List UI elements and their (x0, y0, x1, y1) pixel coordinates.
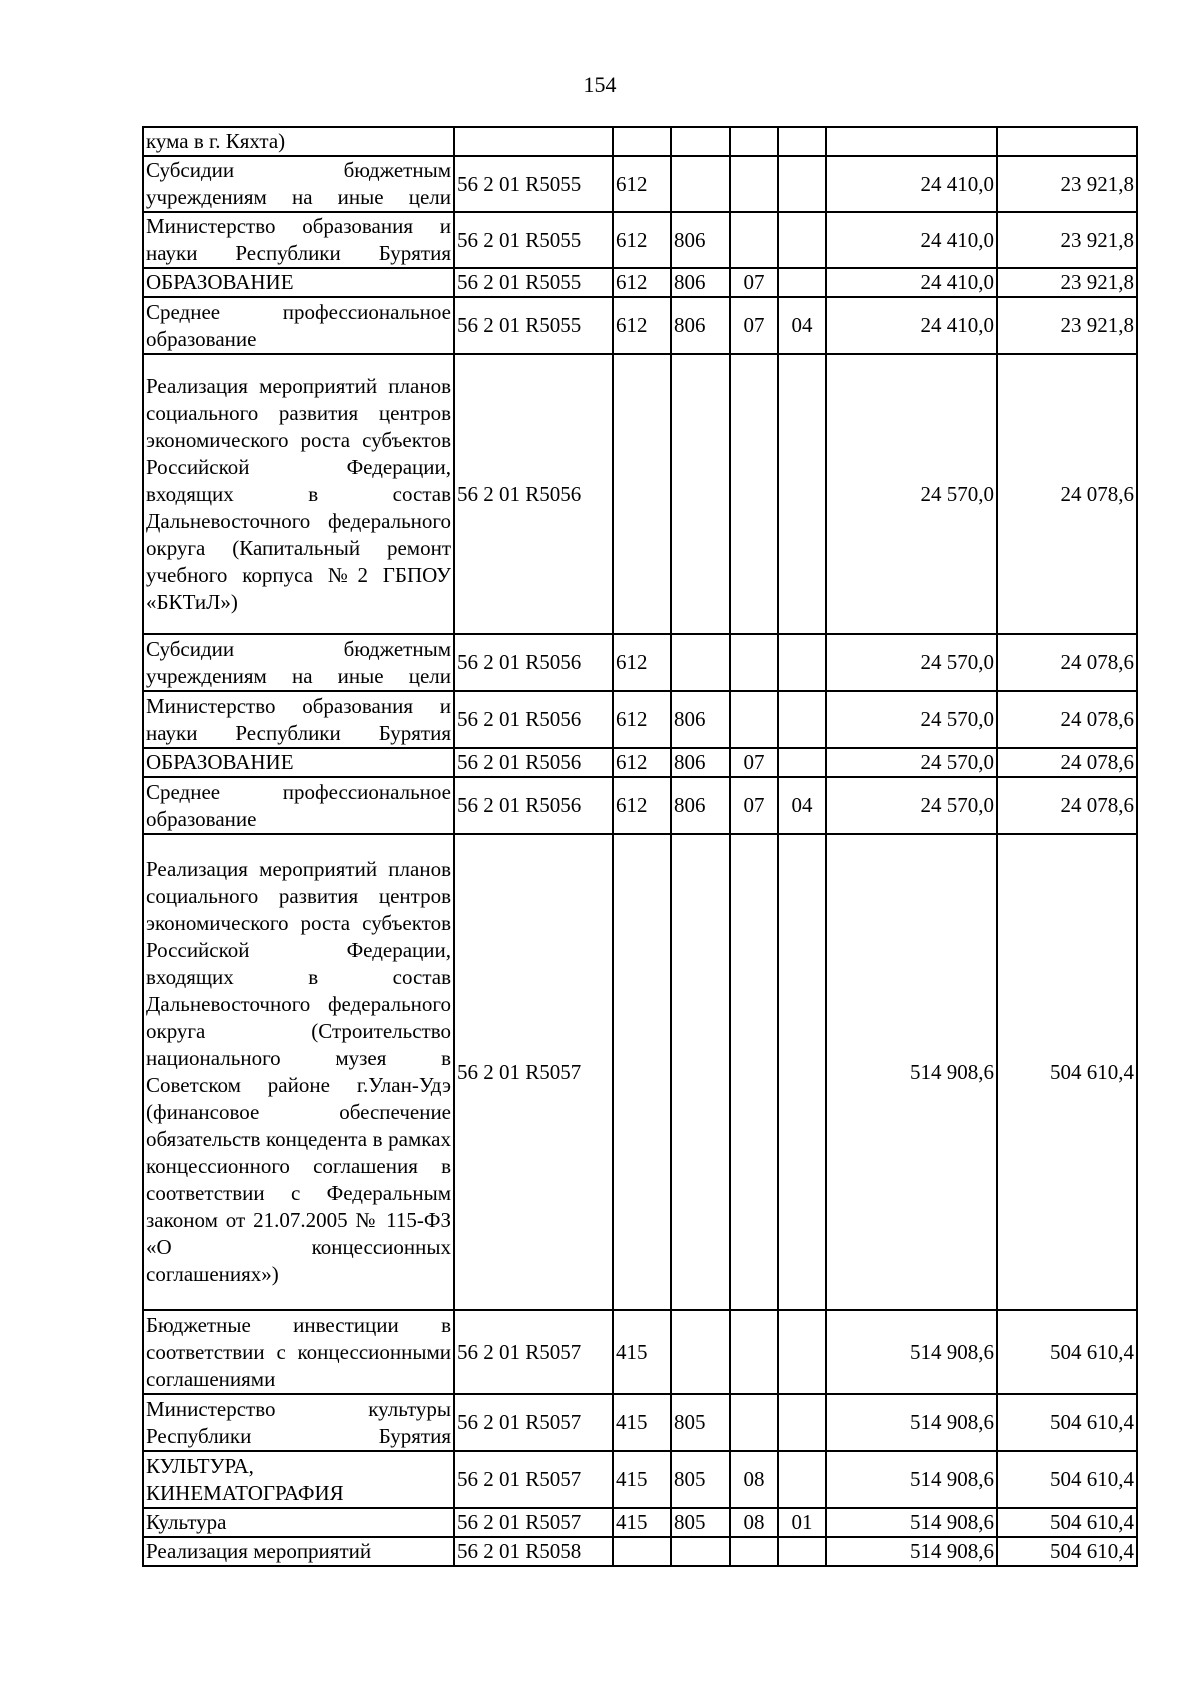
row-name-cell: Реализация мероприятий планов социального развития центров экономического роста субъектов Российской Федерации, входящих в состав Дальневосточного федерального округа (Капитальный ремонт учебного корпуса №2 ГБПОУ «БКТиЛ») (143, 354, 454, 634)
amount-year2-cell: 504 610,4 (997, 1537, 1137, 1566)
budget-manager-code-cell: 806 (671, 691, 730, 748)
amount-year1-cell: 24 410,0 (826, 297, 997, 354)
amount-year2-cell: 24 078,6 (997, 354, 1137, 634)
expense-type-cell: 415 (613, 1508, 671, 1537)
row-name-cell: Реализация мероприятий (143, 1537, 454, 1566)
expense-type-cell (613, 127, 671, 156)
target-article-code-cell: 56 2 01 R5055 (454, 156, 613, 212)
budget-manager-code-cell (671, 634, 730, 691)
amount-year2-cell: 23 921,8 (997, 156, 1137, 212)
amount-year2-cell: 24 078,6 (997, 634, 1137, 691)
table-row (143, 156, 1137, 212)
table-row (143, 1537, 1137, 1566)
target-article-code-cell: 56 2 01 R5057 (454, 1310, 613, 1394)
target-article-code-cell: 56 2 01 R5057 (454, 834, 613, 1310)
amount-year1-cell: 514 908,6 (826, 1310, 997, 1394)
budget-manager-code-cell (671, 156, 730, 212)
table-row (143, 354, 1137, 634)
amount-year2-cell (997, 127, 1137, 156)
table-row (143, 634, 1137, 691)
target-article-code-cell: 56 2 01 R5056 (454, 691, 613, 748)
section-code-cell: 08 (730, 1451, 778, 1508)
budget-manager-code-cell: 806 (671, 297, 730, 354)
amount-year1-cell (826, 127, 997, 156)
expense-type-cell: 612 (613, 212, 671, 268)
section-code-cell (730, 354, 778, 634)
amount-year1-cell: 514 908,6 (826, 1508, 997, 1537)
subsection-code-cell (778, 1451, 826, 1508)
table-row (143, 691, 1137, 748)
amount-year1-cell: 514 908,6 (826, 834, 997, 1310)
target-article-code-cell: 56 2 01 R5055 (454, 268, 613, 297)
section-code-cell: 07 (730, 777, 778, 834)
amount-year2-cell: 504 610,4 (997, 834, 1137, 1310)
budget-manager-code-cell: 806 (671, 777, 730, 834)
budget-manager-code-cell (671, 834, 730, 1310)
section-code-cell (730, 834, 778, 1310)
budget-manager-code-cell (671, 354, 730, 634)
amount-year2-cell: 504 610,4 (997, 1310, 1137, 1394)
target-article-code-cell: 56 2 01 R5057 (454, 1508, 613, 1537)
target-article-code-cell: 56 2 01 R5056 (454, 634, 613, 691)
expense-type-cell: 612 (613, 748, 671, 777)
budget-manager-code-cell: 806 (671, 268, 730, 297)
row-name-cell: Субсидии бюджетным учреждениям на иные цели (143, 634, 454, 691)
table-row (143, 1508, 1137, 1537)
section-code-cell: 07 (730, 268, 778, 297)
row-name-cell: Реализация мероприятий планов социального развития центров экономического роста субъектов Российской Федерации, входящих в состав Дальневосточного федерального округа (Строительство национального музея в Советском районе г.Улан-Удэ (финансовое обеспечение обязательств концедента в рамках концессионного соглашения в соответствии с Федеральным законом от 21.07.2005 № 115-ФЗ «О концессионных соглашениях») (143, 834, 454, 1310)
page-number: 154 (583, 72, 617, 97)
expense-type-cell: 612 (613, 777, 671, 834)
table-row (143, 268, 1137, 297)
amount-year2-cell: 24 078,6 (997, 691, 1137, 748)
amount-year1-cell: 24 570,0 (826, 691, 997, 748)
row-name-cell: ОБРАЗОВАНИЕ (143, 748, 454, 777)
subsection-code-cell: 01 (778, 1508, 826, 1537)
expense-type-cell: 415 (613, 1394, 671, 1451)
target-article-code-cell (454, 127, 613, 156)
section-code-cell (730, 127, 778, 156)
target-article-code-cell: 56 2 01 R5055 (454, 297, 613, 354)
amount-year2-cell: 23 921,8 (997, 297, 1137, 354)
target-article-code-cell: 56 2 01 R5055 (454, 212, 613, 268)
target-article-code-cell: 56 2 01 R5056 (454, 777, 613, 834)
amount-year1-cell: 514 908,6 (826, 1451, 997, 1508)
amount-year1-cell: 24 570,0 (826, 354, 997, 634)
amount-year2-cell: 24 078,6 (997, 748, 1137, 777)
subsection-code-cell (778, 156, 826, 212)
target-article-code-cell: 56 2 01 R5056 (454, 748, 613, 777)
subsection-code-cell (778, 634, 826, 691)
amount-year2-cell: 504 610,4 (997, 1394, 1137, 1451)
amount-year1-cell: 514 908,6 (826, 1537, 997, 1566)
subsection-code-cell (778, 268, 826, 297)
subsection-code-cell (778, 1394, 826, 1451)
budget-manager-code-cell: 806 (671, 748, 730, 777)
section-code-cell: 07 (730, 297, 778, 354)
expense-type-cell: 415 (613, 1310, 671, 1394)
target-article-code-cell: 56 2 01 R5056 (454, 354, 613, 634)
subsection-code-cell (778, 127, 826, 156)
budget-manager-code-cell (671, 1537, 730, 1566)
section-code-cell: 07 (730, 748, 778, 777)
subsection-code-cell (778, 691, 826, 748)
subsection-code-cell (778, 1537, 826, 1566)
amount-year1-cell: 514 908,6 (826, 1394, 997, 1451)
subsection-code-cell: 04 (778, 297, 826, 354)
amount-year1-cell: 24 410,0 (826, 212, 997, 268)
amount-year2-cell: 23 921,8 (997, 268, 1137, 297)
row-name-cell: Культура (143, 1508, 454, 1537)
expense-type-cell (613, 834, 671, 1310)
table-row (143, 127, 1137, 156)
amount-year2-cell: 504 610,4 (997, 1451, 1137, 1508)
table-row (143, 1451, 1137, 1508)
target-article-code-cell: 56 2 01 R5057 (454, 1394, 613, 1451)
expense-type-cell: 612 (613, 268, 671, 297)
row-name-cell: кума в г. Кяхта) (143, 127, 454, 156)
subsection-code-cell (778, 354, 826, 634)
amount-year1-cell: 24 410,0 (826, 156, 997, 212)
row-name-cell: Министерство образования и науки Республики Бурятия (143, 691, 454, 748)
subsection-code-cell: 04 (778, 777, 826, 834)
table-row (143, 777, 1137, 834)
expense-type-cell (613, 1537, 671, 1566)
expense-type-cell: 612 (613, 634, 671, 691)
budget-manager-code-cell: 805 (671, 1508, 730, 1537)
budget-table (142, 126, 1138, 1567)
table-row (143, 834, 1137, 1310)
row-name-cell: ОБРАЗОВАНИЕ (143, 268, 454, 297)
amount-year2-cell: 504 610,4 (997, 1508, 1137, 1537)
expense-type-cell: 612 (613, 297, 671, 354)
amount-year1-cell: 24 570,0 (826, 748, 997, 777)
table-row (143, 1394, 1137, 1451)
row-name-cell: КУЛЬТУРА, КИНЕМАТОГРАФИЯ (143, 1451, 454, 1508)
section-code-cell (730, 1537, 778, 1566)
section-code-cell (730, 691, 778, 748)
table-row (143, 212, 1137, 268)
row-name-cell: Среднее профессиональное образование (143, 777, 454, 834)
table-row (143, 748, 1137, 777)
budget-manager-code-cell (671, 1310, 730, 1394)
target-article-code-cell: 56 2 01 R5058 (454, 1537, 613, 1566)
row-name-cell: Министерство культуры Республики Бурятия (143, 1394, 454, 1451)
table-row (143, 297, 1137, 354)
row-name-cell: Среднее профессиональное образование (143, 297, 454, 354)
expense-type-cell: 612 (613, 156, 671, 212)
subsection-code-cell (778, 212, 826, 268)
row-name-cell: Министерство образования и науки Республики Бурятия (143, 212, 454, 268)
budget-manager-code-cell: 805 (671, 1394, 730, 1451)
expense-type-cell: 415 (613, 1451, 671, 1508)
amount-year2-cell: 23 921,8 (997, 212, 1137, 268)
section-code-cell (730, 212, 778, 268)
budget-table-body (143, 127, 1137, 1566)
section-code-cell (730, 1310, 778, 1394)
target-article-code-cell: 56 2 01 R5057 (454, 1451, 613, 1508)
subsection-code-cell (778, 748, 826, 777)
section-code-cell: 08 (730, 1508, 778, 1537)
expense-type-cell: 612 (613, 691, 671, 748)
subsection-code-cell (778, 834, 826, 1310)
section-code-cell (730, 634, 778, 691)
budget-manager-code-cell: 806 (671, 212, 730, 268)
amount-year1-cell: 24 570,0 (826, 777, 997, 834)
row-name-cell: Субсидии бюджетным учреждениям на иные цели (143, 156, 454, 212)
budget-manager-code-cell (671, 127, 730, 156)
section-code-cell (730, 156, 778, 212)
budget-manager-code-cell: 805 (671, 1451, 730, 1508)
table-row (143, 1310, 1137, 1394)
amount-year1-cell: 24 570,0 (826, 634, 997, 691)
amount-year1-cell: 24 410,0 (826, 268, 997, 297)
row-name-cell: Бюджетные инвестиции в соответствии с концессионными соглашениями (143, 1310, 454, 1394)
amount-year2-cell: 24 078,6 (997, 777, 1137, 834)
expense-type-cell (613, 354, 671, 634)
section-code-cell (730, 1394, 778, 1451)
subsection-code-cell (778, 1310, 826, 1394)
